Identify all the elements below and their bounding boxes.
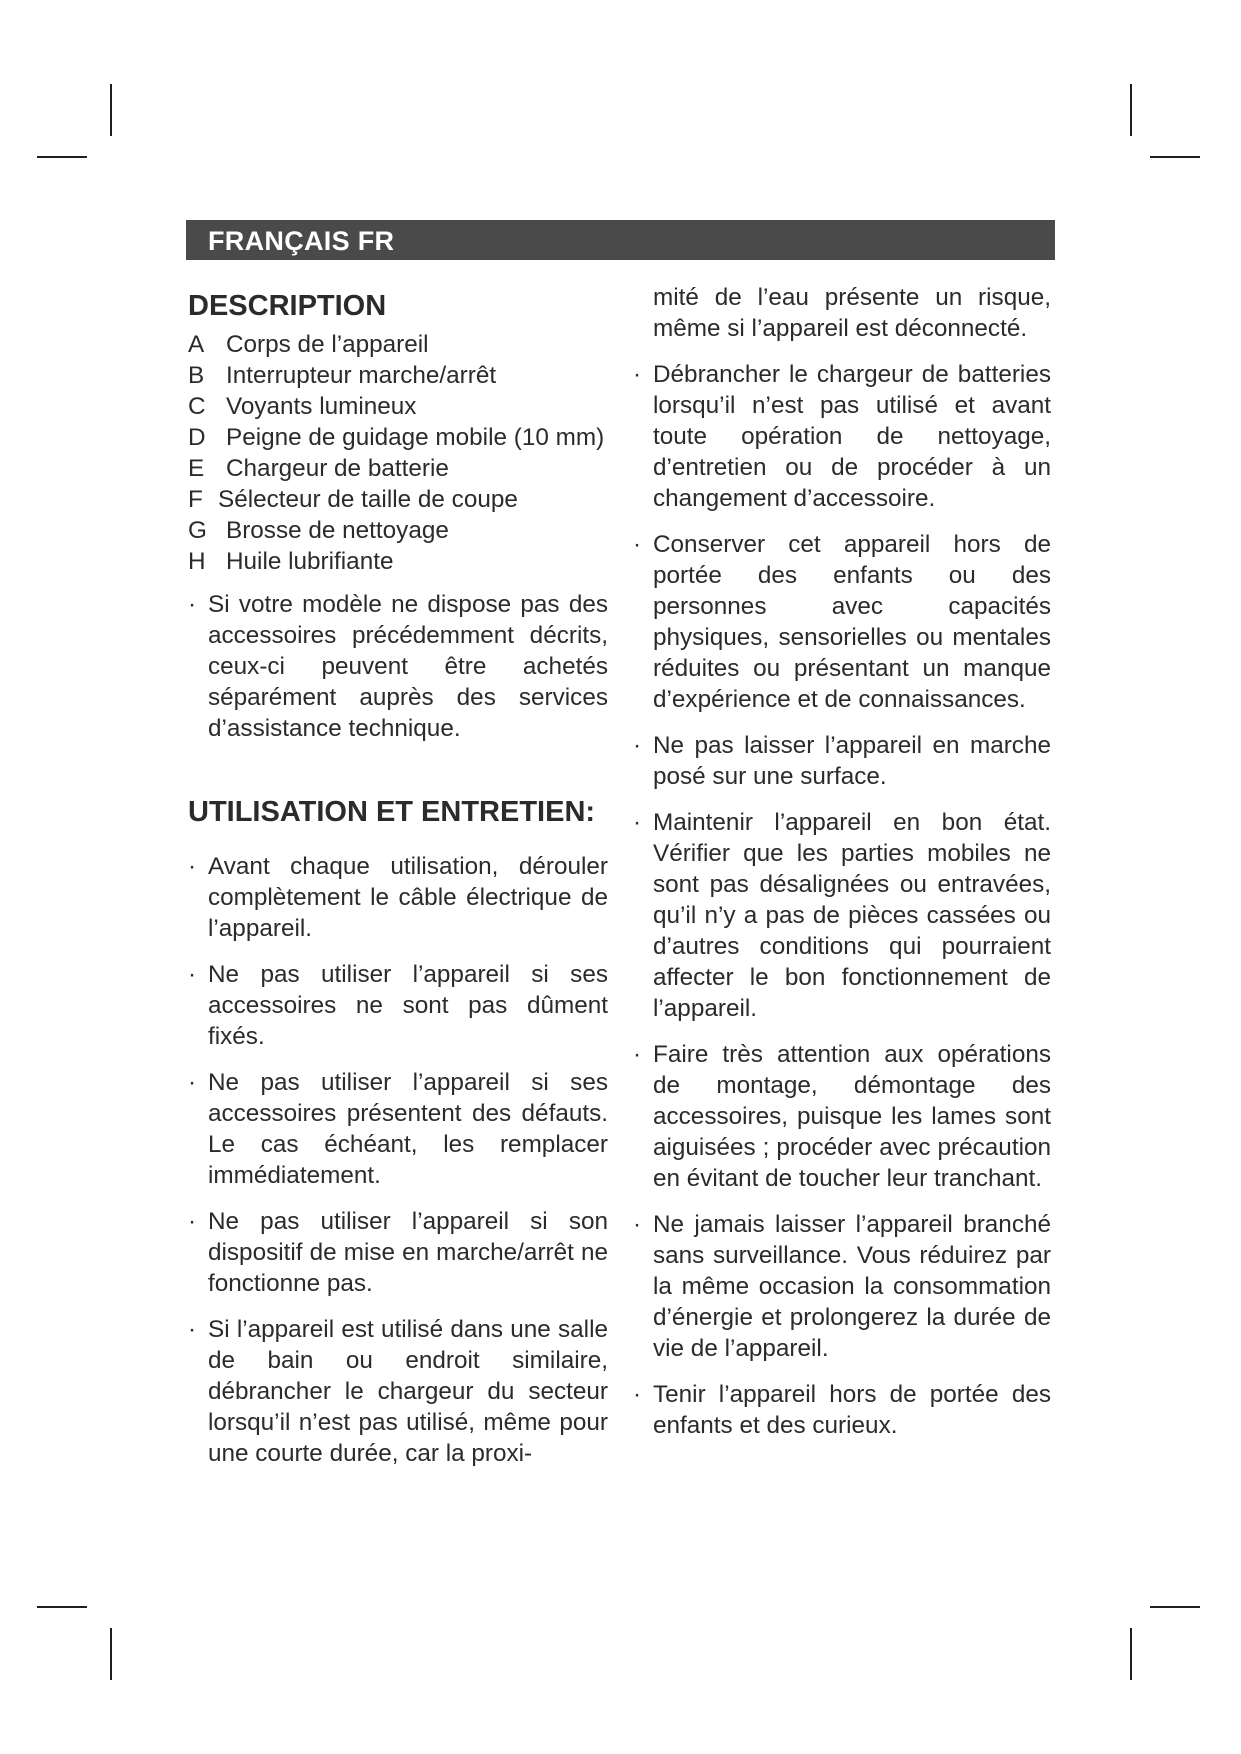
part-label: Interrupteur marche/arrêt: [226, 362, 497, 389]
part-label: Brosse de nettoyage: [226, 517, 449, 544]
part-letter: A: [188, 331, 205, 358]
part-letter: F: [188, 486, 203, 513]
part-letter: G: [188, 517, 207, 544]
crop-mark-top-left-vertical: [110, 84, 112, 136]
parts-list: [188, 329, 608, 577]
usage-bullet: · Ne pas utiliser l’appareil si ses accessoires ne sont pas dûment fixés.: [188, 961, 608, 1050]
part-item: [188, 546, 608, 577]
part-item: [188, 360, 608, 391]
usage-bullet: · Ne pas laisser l’appareil en marche posé sur une surface.: [633, 732, 1051, 790]
description-title: DESCRIPTION: [188, 290, 387, 322]
part-label: Peigne de guidage mobile (10 mm): [226, 424, 605, 451]
part-label: Chargeur de batterie: [226, 455, 449, 482]
language-name: FRANÇAIS: [208, 226, 350, 256]
part-letter: C: [188, 393, 206, 420]
part-label: Huile lubrifiante: [226, 548, 394, 575]
part-label: Sélecteur de taille de coupe: [218, 486, 518, 513]
crop-mark-top-left-horizontal: [37, 156, 87, 158]
crop-mark-bottom-left-vertical: [110, 1628, 112, 1680]
crop-mark-bottom-right-horizontal: [1150, 1606, 1200, 1608]
part-letter: E: [188, 455, 205, 482]
usage-bullet: · Débrancher le chargeur de batteries lorsqu’il n’est pas utilisé et avant toute opération de nettoyage, d’entretien ou de procéder à un changement d’accessoire.: [633, 361, 1051, 512]
usage-bullet: · Avant chaque utilisation, dérouler complètement le câble électrique de l’appareil.: [188, 853, 608, 942]
part-item: [188, 453, 608, 484]
language-code: FR: [357, 226, 395, 256]
crop-mark-bottom-right-vertical: [1130, 1628, 1132, 1680]
part-letter: H: [188, 548, 206, 575]
part-label: Corps de l’appareil: [226, 331, 429, 358]
usage-bullet: · Maintenir l’appareil en bon état. Vérifier que les parties mobiles ne sont pas désalignées ou entravées, qu’il n’y a pas de pièces cassées ou d’autres conditions qui pourraient affecter le bon fonctionnement de l’appareil.: [633, 809, 1051, 1022]
usage-bullet: · Faire très attention aux opérations de montage, démontage des accessoires, puisque les lames sont aiguisées ; procéder avec précaution en évitant de toucher leur tranchant.: [633, 1041, 1051, 1192]
part-item: [188, 484, 608, 515]
part-item: [188, 329, 608, 360]
usage-bullet-continuation: mité de l’eau présente un risque, même si l’appareil est déconnecté.: [653, 284, 1051, 342]
usage-bullet: · Ne pas utiliser l’appareil si son dispositif de mise en marche/arrêt ne fonctionne pas.: [188, 1208, 608, 1297]
left-column: [188, 282, 608, 1484]
usage-bullet-split: · Si l’appareil est utilisé dans une salle de bain ou endroit similaire, débrancher le chargeur du secteur lorsqu’il n’est pas utilisé, même pour une courte durée, car la proxi-: [188, 1316, 608, 1467]
crop-mark-bottom-left-horizontal: [37, 1606, 87, 1608]
part-item: [188, 391, 608, 422]
part-label: Voyants lumineux: [226, 393, 417, 420]
usage-bullet: · Tenir l’appareil hors de portée des enfants et des curieux.: [633, 1381, 1051, 1439]
usage-title: UTILISATION ET ENTRETIEN:: [188, 796, 596, 828]
crop-mark-top-right-horizontal: [1150, 156, 1200, 158]
usage-bullet: · Conserver cet appareil hors de portée des enfants ou des personnes avec capacités physiques, sensorielles ou mentales réduites ou présentant un manque d’expérience et de connaissances.: [633, 531, 1051, 713]
part-item: [188, 515, 608, 546]
language-header-bar: [186, 220, 1055, 260]
part-item: [188, 422, 608, 453]
usage-bullet: · Ne pas utiliser l’appareil si ses accessoires présentent des défauts. Le cas échéant, les remplacer immédiatement.: [188, 1069, 608, 1189]
description-note: · Si votre modèle ne dispose pas des accessoires précédemment décrits, ceux-ci peuvent être achetés séparément auprès des services d’assistance technique.: [188, 591, 608, 742]
usage-bullet: · Ne jamais laisser l’appareil branché sans surveillance. Vous réduirez par la même occasion la consommation d’énergie et prolongerez la durée de vie de l’appareil.: [633, 1211, 1051, 1362]
crop-mark-top-right-vertical: [1130, 84, 1132, 136]
part-letter: B: [188, 362, 205, 389]
part-letter: D: [188, 424, 206, 451]
right-column: [633, 282, 1051, 1456]
